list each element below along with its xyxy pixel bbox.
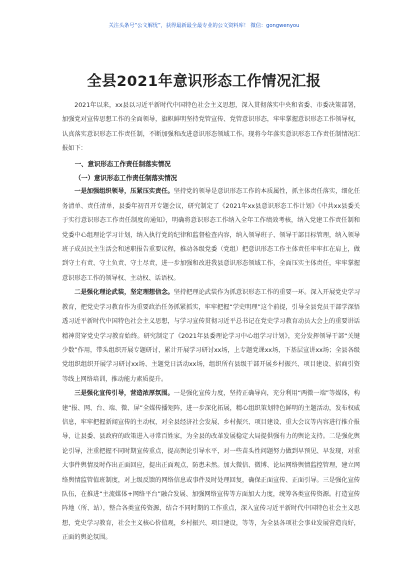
intro-paragraph: 2021年以来，xx县以习近平新时代中国特色社会主义思想，深入贯彻落实中央和省委、市委决策部署，加强党对宣传思想工作的全面领导，旗帜鲜明坚持党管宣传、党管意识形态，牢牢掌握意识形态工作领导权，认真落实意识形态工作责任制，不断加强和改进意识形态领域工作。现将今年落实意识形态工作责任制情况汇报如下：	[62, 102, 360, 153]
document-body	[62, 99, 360, 546]
paragraph-1-lead: 一是加强组织领导，压紧压实责任。	[74, 188, 174, 196]
paragraph-1	[62, 185, 360, 286]
subsection-heading: （一）意识形态工作责任制落实情况	[74, 174, 178, 183]
paragraph-2	[62, 286, 360, 387]
section-heading: 一、意识形态工作责任制落实情况	[74, 159, 171, 168]
promo-banner: 关注头条号“公文解忧”，获得最新最全最专业的公文资料库！ 微信：gongwenyou	[108, 23, 300, 29]
paragraph-3-lead: 三是强化宣传引导，营造浓厚氛围。	[74, 390, 174, 398]
paragraph-3	[62, 387, 360, 545]
paragraph-1-body: 坚持党的领导是意识形态工作的本质属性，抓主体责任落实，细化任务清单、责任清单，县委年初召开专题会议，研究制定了《2021年xx县意识形态工作计划》《中共xx县委关于实行意识形态工作责任制度的通知》，明确将意识形态工作纳入全年工作绩效考核，纳入党建工作责任制和党委中心组理论学习计划，纳入执行党的纪律和监督检查内容，纳入领导班子、领导干部目标管理，纳入领导班子成员民主生活会和述职报告重要议程，推动各级党委（党组）把意识形态工作主体责任牢牢扛在肩上，做到守土有责、守土负责、守土尽责，进一步加强和改进我县意识形态领域工作，全面压实主体责任，牢牢掌握意识形态工作的领导权、主动权、话语权。	[62, 188, 361, 282]
page-title: 全县2021年意识形态工作情况汇报	[87, 74, 321, 90]
paragraph-2-lead: 二是强化理论武装，坚定理想信念。	[74, 289, 174, 297]
paragraph-2-body: 坚持把理论武装作为抓意识形态工作的重要一环。深入开展党史学习教育，把党史学习教育作为重要政治任务抓紧抓实，牢牢把握“学史明理”这个前提，引导全县党员干部学深悟透习近平新时代中国特色社会主义思想，与学习宣传贯彻习近平总书记在党史学习教育动员大会上的重要讲话精神贯穿党史学习教育始终。研究制定了《2021年县委理论学习中心组学习计划》，充分发挥领导干部“关键少数”作用，带头组织开展专题研讨，累计开展学习研讨xx场，上专题党课xx场，下基层宣讲xx场；全县各级党组织组织开展学习研讨xx场、主题党日活动xx场，组织所有县级干部开展乡村振兴、项目建设、招商引资等线上网络培训，推动能力素质提升。	[62, 289, 361, 383]
paragraph-3-body: 一是强化宣传力度，坚持正确导向，充分利用“两微一端”等媒体，构建“报、网、台、端、微、屏”全媒传播矩阵，进一步深化拓展，精心组织策划特色鲜明的主题活动，发布权威信息，牢牢把握新闻宣传的主动权，对全县经济社会发展、乡村振兴、项目建设、重大会议等内容进行推介报导，让县委、县政府的政策进入寻常百姓家，为全县的改革发展稳定大局提供强有力的舆论支持。二是强化舆论引导，注重把握不同时期宣传重点，提高舆论引导水平，对一些苗头性问题努力做到早预见、早发现，对重大事件舆情及时作出正面回应，提出正面观点，防患未然。加大微信、微博、论坛网络舆情监控管理，建立网络舆情监管值班制度，对上级反馈的网络信息或事件及时处理回复，确保正面宣传、正面引导。三是强化宣传队伍，在推进“主流媒体+网络平台”融合发展、加强网络宣传等方面加大力度，统筹各类宣传资源。打造宣传阵地（所、站），整合各类宣传资源，结合不同时期的工作重点，深入宣传习近平新时代中国特色社会主义思想，党史学习教育，社会主义核心价值观，乡村振兴、项目建设，等等，为全县各项社会事业发展营造良好，正面的舆论氛围。	[62, 390, 360, 542]
